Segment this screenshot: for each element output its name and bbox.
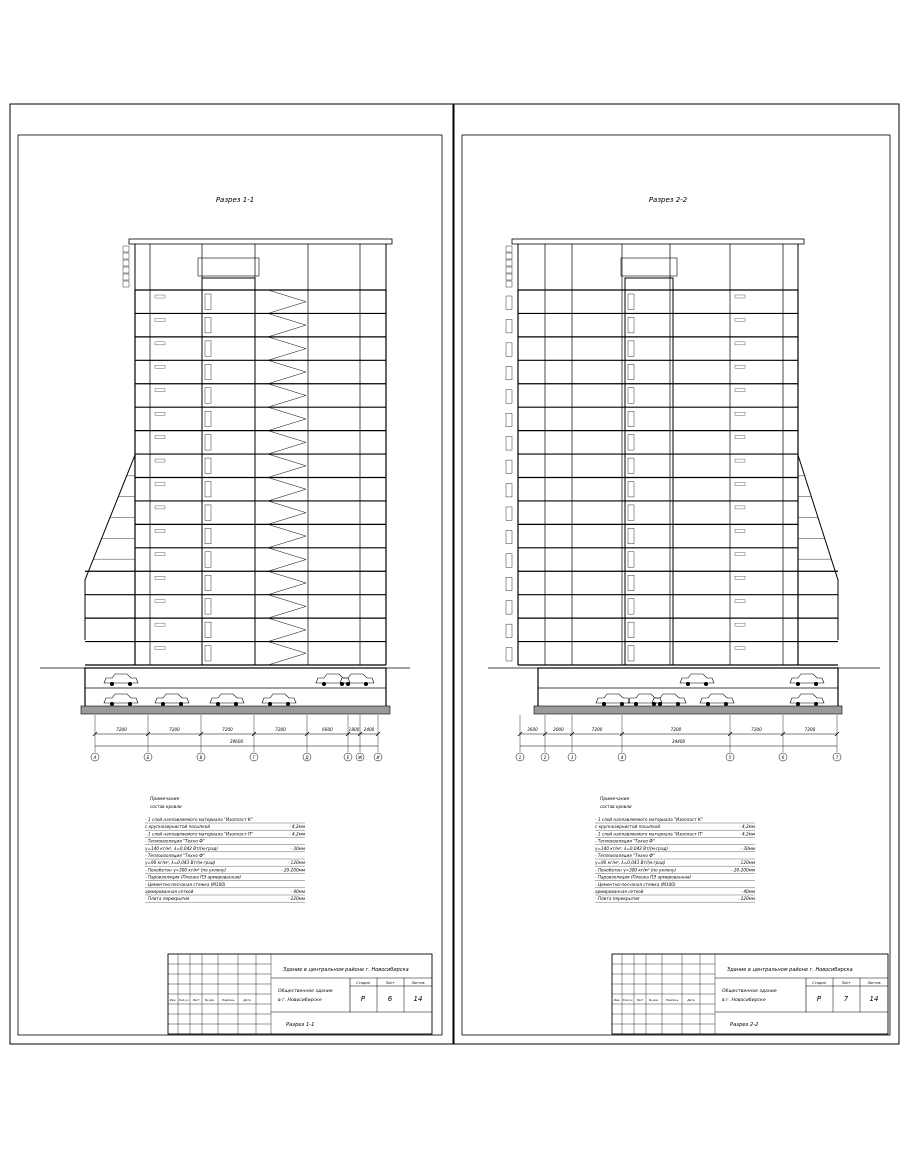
lift-door xyxy=(205,294,211,309)
dimension-total: 39600 xyxy=(229,739,244,744)
notes-subheading: состав кровли xyxy=(150,804,182,809)
axis-label: 5 xyxy=(728,755,732,760)
stamp-col-header: Изм. xyxy=(169,998,177,1002)
level-mark xyxy=(735,506,745,509)
level-mark xyxy=(155,342,165,345)
core-shaft xyxy=(202,278,255,665)
stamp-col-header: Подпись xyxy=(665,998,679,1002)
lift-door xyxy=(205,482,211,497)
car-1 xyxy=(628,694,662,703)
lift-door xyxy=(628,341,634,356)
axis-label: 3 xyxy=(570,755,574,760)
car-wheel xyxy=(216,702,220,706)
car-wheel xyxy=(268,702,272,706)
level-mark xyxy=(735,318,745,321)
stair-flight xyxy=(268,571,306,594)
car-wheel xyxy=(364,682,368,686)
stamp-sheet-number: 7 xyxy=(843,995,849,1003)
lift-door xyxy=(205,317,211,332)
axis-label: 2 xyxy=(543,755,547,760)
axis-label: 1 xyxy=(518,755,522,760)
stamp-project: Здание в центральном районе г. Новосибирска xyxy=(283,967,409,973)
stamp-col-header: № док. xyxy=(204,998,216,1002)
car-wheel xyxy=(179,702,183,706)
axis-label: А xyxy=(93,755,97,760)
car-wheel xyxy=(724,702,728,706)
window xyxy=(506,648,512,661)
stair-flight xyxy=(268,501,306,524)
dimension-value: 7200 xyxy=(169,727,180,732)
level-mark xyxy=(735,483,745,486)
note-line: - Пароизоляция (Пленка ПЭ армированная) xyxy=(595,874,692,880)
dimension-total: 34400 xyxy=(671,739,686,744)
window xyxy=(506,366,512,379)
note-line: γ=140 кг/м³, λ=0,042 Вт/(м·град) xyxy=(595,845,669,851)
roof-ladder-step xyxy=(123,267,129,273)
lift-door xyxy=(205,646,211,661)
lift-door xyxy=(628,646,634,661)
stamp-sheets-header: Листов xyxy=(411,981,425,985)
roof-ladder-step xyxy=(506,246,512,252)
car-wheel xyxy=(110,702,114,706)
sheet-border-right xyxy=(454,104,899,1044)
stair-flight xyxy=(268,524,306,547)
note-value: - 40мм xyxy=(740,889,755,894)
stamp-col-header: Лист xyxy=(192,998,200,1002)
car-wheel xyxy=(814,682,818,686)
car-2 xyxy=(652,694,686,703)
car-wheel xyxy=(658,702,662,706)
car-wheel xyxy=(652,702,656,706)
sheet-inner-frame-left xyxy=(18,135,442,1035)
note-line: - Пенобетон γ=300 кг/м³ (по уклону) xyxy=(595,867,677,873)
stamp-col-header: Изм. xyxy=(613,998,621,1002)
roof-ladder-step xyxy=(506,267,512,273)
axis-label: Ж xyxy=(357,755,363,760)
axis-label: В xyxy=(199,755,203,760)
lift-door xyxy=(628,599,634,614)
car-1 xyxy=(155,694,189,703)
stair-flight xyxy=(268,478,306,501)
car-wheel xyxy=(620,702,624,706)
car-6 xyxy=(790,694,824,703)
note-line: с крупнозернистой посыпкой xyxy=(595,824,661,830)
sheet-frames xyxy=(10,104,899,1044)
stamp-col-header: Дата xyxy=(687,998,695,1002)
lift-door xyxy=(628,364,634,379)
roof-ladder-step xyxy=(506,274,512,280)
note-value: - 20-200мм xyxy=(731,867,755,873)
car-wheel xyxy=(286,702,290,706)
level-mark xyxy=(735,342,745,345)
dimension-value: 6600 xyxy=(322,727,333,732)
dimension-value: 2000 xyxy=(553,727,564,732)
window xyxy=(506,296,512,309)
car-3 xyxy=(262,694,296,703)
car-wheel xyxy=(340,682,344,686)
dimension-value: 7200 xyxy=(670,727,682,732)
window xyxy=(506,343,512,356)
stamp-col-header: Лист xyxy=(636,998,644,1002)
window xyxy=(506,507,512,520)
section-title: Разрез 1-1 xyxy=(215,196,255,204)
window xyxy=(506,624,512,637)
stamp-sheet-number: 6 xyxy=(387,995,393,1003)
stamp-col-header: Подпись xyxy=(221,998,235,1002)
axis-label: Д xyxy=(305,755,309,760)
axis-label: 7 xyxy=(835,755,839,760)
level-mark xyxy=(155,365,165,368)
note-line: - Теплоизоляция "Техно Ф" xyxy=(145,838,205,844)
note-value: - 40мм xyxy=(290,889,305,894)
car-wheel xyxy=(128,702,132,706)
axis-label: 4 xyxy=(620,755,624,760)
lift-door xyxy=(628,388,634,403)
roof-ladder-step xyxy=(123,274,129,280)
note-value: - 220мм xyxy=(737,896,755,902)
sheet-section-2-2 xyxy=(488,196,888,1034)
car-wheel xyxy=(704,682,708,686)
lift-door xyxy=(628,458,634,473)
level-mark xyxy=(155,506,165,509)
car-5 xyxy=(790,674,824,683)
car-0 xyxy=(104,674,138,683)
lift-door xyxy=(628,411,634,426)
machine-room xyxy=(621,258,677,276)
stamp-col-header: Дата xyxy=(243,998,251,1002)
note-value: - 4,2мм xyxy=(739,831,755,837)
note-line: с крупнозернистой посыпкой xyxy=(145,824,211,830)
level-mark xyxy=(735,553,745,556)
notes-heading: Примечание xyxy=(150,797,180,802)
level-mark xyxy=(735,459,745,462)
lift-door xyxy=(205,575,211,590)
sheet-inner-frame-right xyxy=(462,135,890,1035)
note-line: - Пароизоляция (Пленка ПЭ армированная) xyxy=(145,874,242,880)
lift-door xyxy=(628,317,634,332)
note-line: - Плита перекрытия xyxy=(145,896,190,902)
level-mark xyxy=(155,600,165,603)
level-mark xyxy=(735,295,745,298)
window xyxy=(506,413,512,426)
dimension-value: 7200 xyxy=(116,727,127,732)
note-value: - 120мм xyxy=(287,860,305,866)
window xyxy=(506,390,512,403)
roof-ladder-step xyxy=(123,281,129,287)
stair-flight xyxy=(268,595,306,618)
stair-flight xyxy=(268,360,306,383)
dimension-value: 2400 xyxy=(363,727,375,732)
window xyxy=(506,484,512,497)
note-value: - 120мм xyxy=(737,860,755,866)
note-line: - Цементно-песчаная стяжка (М100) xyxy=(145,881,226,887)
note-line: γ=90 кг/м³, λ=0,043 Вт/(м·град) xyxy=(145,860,216,866)
stair-flight xyxy=(268,454,306,477)
lift-door xyxy=(628,622,634,637)
lift-door xyxy=(628,505,634,520)
stair-flight xyxy=(268,618,306,641)
stamp-project: Здание в центральном районе г. Новосибирска xyxy=(727,967,853,973)
podium-slope-left xyxy=(85,455,135,640)
note-value: - 220мм xyxy=(287,896,305,902)
car-4 xyxy=(316,674,350,683)
window xyxy=(506,577,512,590)
level-mark xyxy=(735,576,745,579)
lift-door xyxy=(205,411,211,426)
axis-label: И xyxy=(376,755,380,760)
stamp-sheets-total: 14 xyxy=(869,995,879,1003)
dimension-value: 7200 xyxy=(275,727,286,732)
level-mark xyxy=(155,529,165,532)
level-mark xyxy=(735,600,745,603)
level-mark xyxy=(155,483,165,486)
car-wheel xyxy=(796,702,800,706)
stamp-col-header: Кол.уч. xyxy=(622,998,634,1002)
stair-flight xyxy=(268,548,306,571)
note-value: - 4,2мм xyxy=(739,824,755,830)
window xyxy=(506,601,512,614)
lift-door xyxy=(628,552,634,567)
stamp-sheet-name: Разрез 2-2 xyxy=(730,1022,759,1028)
level-mark xyxy=(155,647,165,650)
note-line: армированная сеткой xyxy=(145,889,194,894)
stamp-object: Общественное здание xyxy=(722,989,777,994)
stamp-object: в г. Новосибирске xyxy=(722,998,766,1003)
roof-ladder-step xyxy=(123,253,129,259)
stamp-col-header: Кол.уч. xyxy=(178,998,190,1002)
note-line: γ=140 кг/м³, λ=0,042 Вт/(м·град) xyxy=(145,845,219,851)
level-mark xyxy=(155,295,165,298)
note-line: - 1 слой наплавляемого материала "Изопласт К" xyxy=(145,817,253,822)
lift-door xyxy=(205,364,211,379)
note-line: - Теплоизоляция "Техно Ф" xyxy=(595,853,655,858)
stamp-object: в г. Новосибирске xyxy=(278,998,322,1003)
level-mark xyxy=(155,576,165,579)
roof-parapet xyxy=(129,239,392,244)
lift-door xyxy=(628,435,634,450)
roof-parapet xyxy=(512,239,804,244)
lift-door xyxy=(205,599,211,614)
stair-flight xyxy=(268,431,306,454)
axis-label: Г xyxy=(252,755,256,760)
note-line: - Плита перекрытия xyxy=(595,896,640,902)
window xyxy=(506,460,512,473)
foundation-slab xyxy=(81,706,390,714)
lift-door xyxy=(205,388,211,403)
roof-ladder-step xyxy=(123,246,129,252)
stamp-stage: Р xyxy=(816,995,822,1003)
axis-label: 6 xyxy=(781,755,785,760)
stair-flight xyxy=(268,337,306,360)
car-wheel xyxy=(322,682,326,686)
lift-door xyxy=(628,482,634,497)
section-title: Разрез 2-2 xyxy=(648,196,688,204)
podium-slope-right xyxy=(798,455,838,640)
car-4 xyxy=(700,694,734,703)
car-wheel xyxy=(706,702,710,706)
note-value: - 20-200мм xyxy=(281,867,305,873)
stair-flight xyxy=(268,407,306,430)
car-wheel xyxy=(686,682,690,686)
stamp-sheet-header: Лист xyxy=(841,981,851,985)
car-wheel xyxy=(161,702,165,706)
car-wheel xyxy=(634,702,638,706)
level-mark xyxy=(735,647,745,650)
foundation-slab xyxy=(534,706,842,714)
roof-ladder-step xyxy=(506,281,512,287)
level-mark xyxy=(735,412,745,415)
stamp-object: Общественное здание xyxy=(278,989,333,994)
level-mark xyxy=(735,623,745,626)
lift-door xyxy=(628,575,634,590)
window xyxy=(506,530,512,543)
note-line: - Теплоизоляция "Техно Ф" xyxy=(145,853,205,858)
note-value: - 4,2мм xyxy=(289,831,305,837)
stair-flight xyxy=(268,313,306,336)
dimension-value: 7200 xyxy=(222,727,233,732)
sheet-section-1-1 xyxy=(40,196,432,1034)
level-mark xyxy=(735,389,745,392)
stamp-col-header: № док. xyxy=(648,998,660,1002)
notes-subheading: состав кровли xyxy=(600,804,632,809)
roof-ladder-step xyxy=(506,260,512,266)
lift-door xyxy=(205,458,211,473)
level-mark xyxy=(155,553,165,556)
note-line: - 1 слой наплавляемого материала "Изопласт П" xyxy=(145,831,254,837)
stamp-stage-header: Стадия xyxy=(812,981,826,985)
level-mark xyxy=(155,436,165,439)
stamp-stage-header: Стадия xyxy=(356,981,370,985)
note-line: армированная сеткой xyxy=(595,889,644,894)
level-mark xyxy=(155,318,165,321)
note-line: γ=90 кг/м³, λ=0,043 Вт/(м·град) xyxy=(595,860,666,866)
notes-heading: Примечание xyxy=(600,797,630,802)
stamp-sheet-header: Лист xyxy=(385,981,395,985)
lift-door xyxy=(205,528,211,543)
dimension-value: 7200 xyxy=(591,727,603,732)
level-mark xyxy=(155,412,165,415)
note-line: - Пенобетон γ=300 кг/м³ (по уклону) xyxy=(145,867,227,873)
lift-door xyxy=(205,622,211,637)
core-shaft xyxy=(625,278,673,665)
level-mark xyxy=(155,459,165,462)
axis-label: Е xyxy=(346,755,350,760)
lift-door xyxy=(205,341,211,356)
dimension-value: 3600 xyxy=(527,727,538,732)
stamp-stage: Р xyxy=(360,995,366,1003)
car-wheel xyxy=(676,702,680,706)
dimension-value: 7200 xyxy=(751,727,762,732)
car-wheel xyxy=(602,702,606,706)
car-wheel xyxy=(346,682,350,686)
stair-flight xyxy=(268,642,306,665)
note-line: - 1 слой наплавляемого материала "Изопласт П" xyxy=(595,831,704,837)
level-mark xyxy=(155,389,165,392)
car-5 xyxy=(340,674,374,683)
stamp-sheet-name: Разрез 1-1 xyxy=(286,1022,315,1028)
window xyxy=(506,319,512,332)
stair-flight xyxy=(268,384,306,407)
machine-room xyxy=(198,258,259,276)
lift-door xyxy=(205,435,211,450)
roof-ladder-step xyxy=(506,253,512,259)
car-wheel xyxy=(796,682,800,686)
stamp-sheets-header: Листов xyxy=(867,981,881,985)
dimension-value: 1800 xyxy=(348,727,360,732)
car-wheel xyxy=(110,682,114,686)
stair-flight xyxy=(268,290,306,313)
note-line: - 1 слой наплавляемого материала "Изопласт К" xyxy=(595,817,703,822)
car-0 xyxy=(596,694,630,703)
lift-door xyxy=(205,552,211,567)
note-line: - Теплоизоляция "Техно Ф" xyxy=(595,838,655,844)
level-mark xyxy=(735,436,745,439)
level-mark xyxy=(735,365,745,368)
axis-label: Б xyxy=(146,755,150,760)
note-line: - Цементно-песчаная стяжка (М100) xyxy=(595,881,676,887)
roof-ladder-step xyxy=(123,260,129,266)
window xyxy=(506,437,512,450)
lift-door xyxy=(628,528,634,543)
car-wheel xyxy=(814,702,818,706)
window xyxy=(506,554,512,567)
car-3 xyxy=(680,674,714,683)
note-value: - 4,2мм xyxy=(289,824,305,830)
car-wheel xyxy=(234,702,238,706)
dimension-value: 7200 xyxy=(804,727,816,732)
note-value: - 30мм xyxy=(740,845,755,851)
lift-door xyxy=(628,294,634,309)
car-6 xyxy=(104,694,138,703)
level-mark xyxy=(155,623,165,626)
lift-door xyxy=(205,505,211,520)
car-wheel xyxy=(128,682,132,686)
note-value: - 30мм xyxy=(290,845,305,851)
stamp-sheets-total: 14 xyxy=(413,995,423,1003)
car-2 xyxy=(210,694,244,703)
level-mark xyxy=(735,529,745,532)
